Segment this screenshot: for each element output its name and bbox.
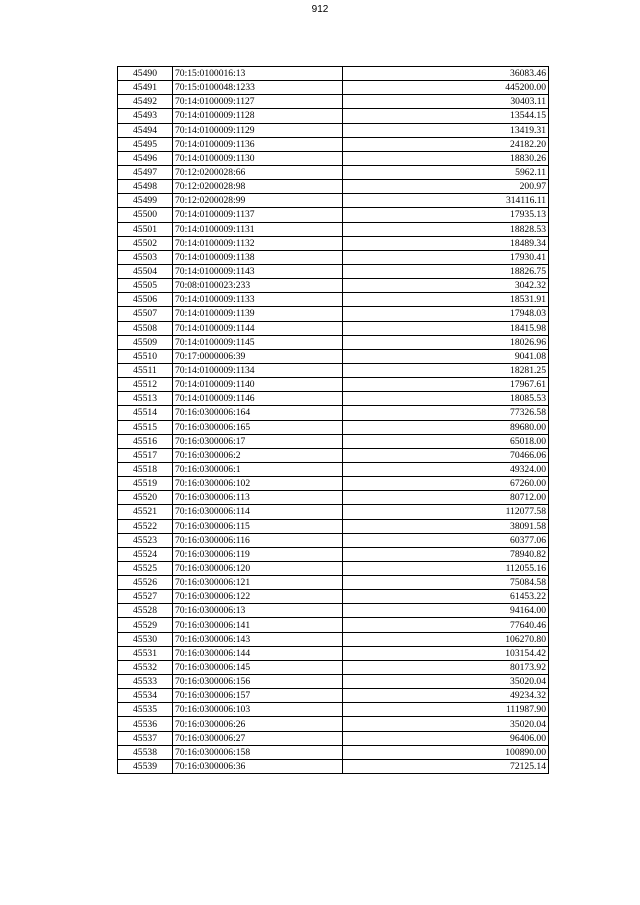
table-row: [118, 208, 549, 222]
cadastral-number-cell: 70:16:0300006:145: [173, 660, 343, 674]
registry-table: [117, 66, 549, 774]
value-cell: 77326.58: [343, 406, 549, 420]
row-number-cell: 45536: [118, 717, 173, 731]
row-number-cell: 45510: [118, 349, 173, 363]
cadastral-number-cell: 70:16:0300006:120: [173, 561, 343, 575]
cadastral-number-cell: 70:14:0100009:1145: [173, 335, 343, 349]
value-cell: 18026.96: [343, 335, 549, 349]
table-row: [118, 604, 549, 618]
value-cell: 18830.26: [343, 151, 549, 165]
row-number-cell: 45523: [118, 533, 173, 547]
value-cell: 18826.75: [343, 264, 549, 278]
cadastral-number-cell: 70:16:0300006:102: [173, 477, 343, 491]
row-number-cell: 45528: [118, 604, 173, 618]
cadastral-number-cell: 70:16:0300006:158: [173, 745, 343, 759]
value-cell: 18281.25: [343, 363, 549, 377]
row-number-cell: 45501: [118, 222, 173, 236]
row-number-cell: 45499: [118, 194, 173, 208]
table-row: [118, 547, 549, 561]
table-row: [118, 250, 549, 264]
table-row: [118, 109, 549, 123]
cadastral-number-cell: 70:16:0300006:143: [173, 632, 343, 646]
row-number-cell: 45494: [118, 123, 173, 137]
value-cell: 96406.00: [343, 731, 549, 745]
cadastral-number-cell: 70:14:0100009:1138: [173, 250, 343, 264]
row-number-cell: 45524: [118, 547, 173, 561]
value-cell: 106270.80: [343, 632, 549, 646]
cadastral-number-cell: 70:16:0300006:157: [173, 689, 343, 703]
cadastral-number-cell: 70:16:0300006:144: [173, 646, 343, 660]
value-cell: 112077.58: [343, 505, 549, 519]
value-cell: 112055.16: [343, 561, 549, 575]
table-row: [118, 194, 549, 208]
row-number-cell: 45498: [118, 180, 173, 194]
value-cell: 65018.00: [343, 434, 549, 448]
table-row: [118, 462, 549, 476]
table-row: [118, 236, 549, 250]
value-cell: 67260.00: [343, 477, 549, 491]
table-row: [118, 222, 549, 236]
row-number-cell: 45505: [118, 279, 173, 293]
cadastral-number-cell: 70:14:0100009:1130: [173, 151, 343, 165]
row-number-cell: 45530: [118, 632, 173, 646]
cadastral-number-cell: 70:12:0200028:99: [173, 194, 343, 208]
row-number-cell: 45527: [118, 590, 173, 604]
table-row: [118, 703, 549, 717]
row-number-cell: 45508: [118, 321, 173, 335]
cadastral-number-cell: 70:16:0300006:13: [173, 604, 343, 618]
cadastral-number-cell: 70:16:0300006:119: [173, 547, 343, 561]
row-number-cell: 45506: [118, 293, 173, 307]
cadastral-number-cell: 70:14:0100009:1139: [173, 307, 343, 321]
row-number-cell: 45538: [118, 745, 173, 759]
value-cell: 49324.00: [343, 462, 549, 476]
cadastral-number-cell: 70:16:0300006:103: [173, 703, 343, 717]
value-cell: 38091.58: [343, 519, 549, 533]
row-number-cell: 45509: [118, 335, 173, 349]
table-row: [118, 293, 549, 307]
cadastral-number-cell: 70:14:0100009:1127: [173, 95, 343, 109]
row-number-cell: 45518: [118, 462, 173, 476]
table-row: [118, 576, 549, 590]
cadastral-number-cell: 70:16:0300006:113: [173, 491, 343, 505]
cadastral-number-cell: 70:14:0100009:1134: [173, 363, 343, 377]
cadastral-number-cell: 70:15:0100016:13: [173, 67, 343, 81]
cadastral-number-cell: 70:16:0300006:1: [173, 462, 343, 476]
row-number-cell: 45521: [118, 505, 173, 519]
row-number-cell: 45490: [118, 67, 173, 81]
row-number-cell: 45531: [118, 646, 173, 660]
table-row: [118, 279, 549, 293]
table-row: [118, 123, 549, 137]
row-number-cell: 45519: [118, 477, 173, 491]
registry-table-body: [118, 67, 549, 774]
row-number-cell: 45517: [118, 448, 173, 462]
row-number-cell: 45522: [118, 519, 173, 533]
cadastral-number-cell: 70:16:0300006:121: [173, 576, 343, 590]
cadastral-number-cell: 70:12:0200028:66: [173, 165, 343, 179]
table-row: [118, 491, 549, 505]
table-row: [118, 434, 549, 448]
value-cell: 36083.46: [343, 67, 549, 81]
table-row: [118, 717, 549, 731]
page-number: 912: [311, 4, 329, 15]
value-cell: 89680.00: [343, 420, 549, 434]
value-cell: 18489.34: [343, 236, 549, 250]
value-cell: 61453.22: [343, 590, 549, 604]
row-number-cell: 45535: [118, 703, 173, 717]
table-row: [118, 745, 549, 759]
table-row: [118, 363, 549, 377]
cadastral-number-cell: 70:14:0100009:1128: [173, 109, 343, 123]
cadastral-number-cell: 70:16:0300006:17: [173, 434, 343, 448]
value-cell: 30403.11: [343, 95, 549, 109]
table-row: [118, 519, 549, 533]
cadastral-number-cell: 70:14:0100009:1143: [173, 264, 343, 278]
table-row: [118, 561, 549, 575]
value-cell: 17935.13: [343, 208, 549, 222]
value-cell: 17930.41: [343, 250, 549, 264]
row-number-cell: 45515: [118, 420, 173, 434]
value-cell: 18531.91: [343, 293, 549, 307]
cadastral-number-cell: 70:14:0100009:1133: [173, 293, 343, 307]
row-number-cell: 45503: [118, 250, 173, 264]
cadastral-number-cell: 70:12:0200028:98: [173, 180, 343, 194]
cadastral-number-cell: 70:14:0100009:1140: [173, 378, 343, 392]
value-cell: 80173.92: [343, 660, 549, 674]
cadastral-number-cell: 70:16:0300006:115: [173, 519, 343, 533]
table-row: [118, 618, 549, 632]
table-row: [118, 378, 549, 392]
table-row: [118, 137, 549, 151]
table-row: [118, 165, 549, 179]
value-cell: 80712.00: [343, 491, 549, 505]
value-cell: 314116.11: [343, 194, 549, 208]
cadastral-number-cell: 70:17:0000006:39: [173, 349, 343, 363]
cadastral-number-cell: 70:16:0300006:165: [173, 420, 343, 434]
cadastral-number-cell: 70:14:0100009:1144: [173, 321, 343, 335]
value-cell: 5962.11: [343, 165, 549, 179]
value-cell: 49234.32: [343, 689, 549, 703]
table-row: [118, 689, 549, 703]
table-row: [118, 335, 549, 349]
value-cell: 24182.20: [343, 137, 549, 151]
table-row: [118, 675, 549, 689]
value-cell: 111987.90: [343, 703, 549, 717]
cadastral-number-cell: 70:16:0300006:164: [173, 406, 343, 420]
value-cell: 200.97: [343, 180, 549, 194]
table-row: [118, 731, 549, 745]
value-cell: 18085.53: [343, 392, 549, 406]
row-number-cell: 45525: [118, 561, 173, 575]
row-number-cell: 45516: [118, 434, 173, 448]
row-number-cell: 45513: [118, 392, 173, 406]
row-number-cell: 45533: [118, 675, 173, 689]
cadastral-number-cell: 70:16:0300006:27: [173, 731, 343, 745]
value-cell: 103154.42: [343, 646, 549, 660]
cadastral-number-cell: 70:08:0100023:233: [173, 279, 343, 293]
value-cell: 94164.00: [343, 604, 549, 618]
cadastral-number-cell: 70:16:0300006:114: [173, 505, 343, 519]
row-number-cell: 45497: [118, 165, 173, 179]
table-row: [118, 67, 549, 81]
cadastral-number-cell: 70:14:0100009:1132: [173, 236, 343, 250]
cadastral-number-cell: 70:14:0100009:1146: [173, 392, 343, 406]
row-number-cell: 45532: [118, 660, 173, 674]
value-cell: 60377.06: [343, 533, 549, 547]
value-cell: 13544.15: [343, 109, 549, 123]
cadastral-number-cell: 70:16:0300006:2: [173, 448, 343, 462]
table-row: [118, 321, 549, 335]
table-row: [118, 180, 549, 194]
table-row: [118, 420, 549, 434]
cadastral-number-cell: 70:16:0300006:122: [173, 590, 343, 604]
value-cell: 17948.03: [343, 307, 549, 321]
row-number-cell: 45539: [118, 759, 173, 773]
value-cell: 78940.82: [343, 547, 549, 561]
row-number-cell: 45507: [118, 307, 173, 321]
table-row: [118, 660, 549, 674]
table-row: [118, 505, 549, 519]
value-cell: 3042.32: [343, 279, 549, 293]
table-row: [118, 646, 549, 660]
row-number-cell: 45529: [118, 618, 173, 632]
value-cell: 77640.46: [343, 618, 549, 632]
table-row: [118, 533, 549, 547]
row-number-cell: 45496: [118, 151, 173, 165]
value-cell: 18828.53: [343, 222, 549, 236]
value-cell: 72125.14: [343, 759, 549, 773]
cadastral-number-cell: 70:16:0300006:26: [173, 717, 343, 731]
table-row: [118, 95, 549, 109]
row-number-cell: 45512: [118, 378, 173, 392]
table-row: [118, 448, 549, 462]
row-number-cell: 45511: [118, 363, 173, 377]
table-row: [118, 590, 549, 604]
cadastral-number-cell: 70:16:0300006:36: [173, 759, 343, 773]
value-cell: 9041.08: [343, 349, 549, 363]
row-number-cell: 45492: [118, 95, 173, 109]
value-cell: 18415.98: [343, 321, 549, 335]
row-number-cell: 45520: [118, 491, 173, 505]
row-number-cell: 45526: [118, 576, 173, 590]
table-row: [118, 632, 549, 646]
table-row: [118, 759, 549, 773]
row-number-cell: 45495: [118, 137, 173, 151]
row-number-cell: 45534: [118, 689, 173, 703]
table-row: [118, 477, 549, 491]
table-row: [118, 406, 549, 420]
table-row: [118, 307, 549, 321]
value-cell: 35020.04: [343, 675, 549, 689]
row-number-cell: 45493: [118, 109, 173, 123]
row-number-cell: 45537: [118, 731, 173, 745]
cadastral-number-cell: 70:14:0100009:1136: [173, 137, 343, 151]
cadastral-number-cell: 70:16:0300006:141: [173, 618, 343, 632]
cadastral-number-cell: 70:16:0300006:116: [173, 533, 343, 547]
cadastral-number-cell: 70:14:0100009:1131: [173, 222, 343, 236]
value-cell: 70466.06: [343, 448, 549, 462]
cadastral-number-cell: 70:14:0100009:1137: [173, 208, 343, 222]
cadastral-number-cell: 70:15:0100048:1233: [173, 81, 343, 95]
cadastral-number-cell: 70:16:0300006:156: [173, 675, 343, 689]
cadastral-number-cell: 70:14:0100009:1129: [173, 123, 343, 137]
table-row: [118, 81, 549, 95]
value-cell: 35020.04: [343, 717, 549, 731]
table-row: [118, 392, 549, 406]
value-cell: 445200.00: [343, 81, 549, 95]
value-cell: 100890.00: [343, 745, 549, 759]
value-cell: 13419.31: [343, 123, 549, 137]
table-row: [118, 151, 549, 165]
row-number-cell: 45502: [118, 236, 173, 250]
value-cell: 17967.61: [343, 378, 549, 392]
row-number-cell: 45491: [118, 81, 173, 95]
value-cell: 75084.58: [343, 576, 549, 590]
row-number-cell: 45504: [118, 264, 173, 278]
table-row: [118, 264, 549, 278]
row-number-cell: 45514: [118, 406, 173, 420]
table-row: [118, 349, 549, 363]
row-number-cell: 45500: [118, 208, 173, 222]
